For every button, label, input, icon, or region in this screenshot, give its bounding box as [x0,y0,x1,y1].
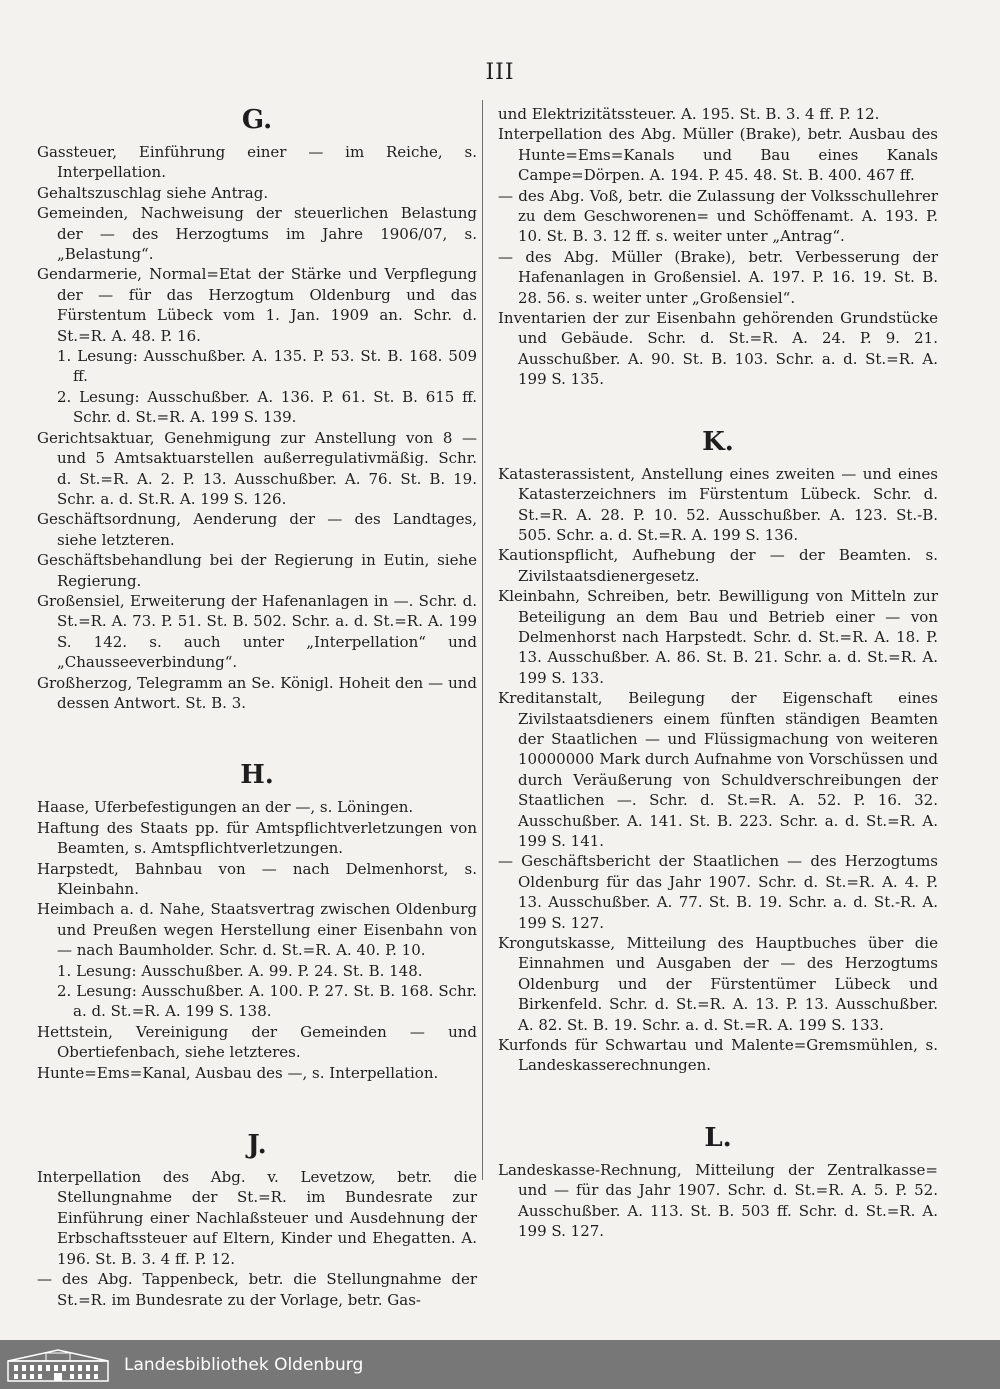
index-entry: Heimbach a. d. Nahe, Staatsvertrag zwischen Oldenburg und Preußen wegen Herstellung einer Eisenbahn von — nach Baumholder. Schr. d. St.=R. A. 40. P. 10. [37,900,477,960]
index-entry: Geschäftsbehandlung bei der Regierung in Eutin, siehe Regierung. [37,551,477,590]
section-j-continued [498,104,938,390]
index-entry: Großensiel, Erweiterung der Hafenanlagen in —. Schr. d. St.=R. A. 73. P. 51. St. B. 502. Schr. a. d. St.=R. A. 199 S. 142. s. auch unter „Interpellation“ und „Chausseeverbindung“. [37,591,477,672]
index-entry: Krongutskasse, Mitteilung des Hauptbuches über die Einnahmen und Ausgaben der — des Herzogtums Oldenburg und der Fürstentümer Lübeck und Birkenfeld. Schr. d. St.=R. A. 13. P. 13. Ausschußber. A. 82. St. B. 19. Schr. a. d. St.=R. A. 199 S. 133. [498,934,938,1034]
right-column [498,104,938,1242]
index-subentry: 2. Lesung: Ausschußber. A. 100. P. 27. St. B. 168. Schr. a. d. St.=R. A. 199 S. 138. [57,982,477,1021]
section-heading-k: K. [702,426,734,457]
section-heading-g: G. [241,105,273,135]
index-entry: Haase, Uferbefestigungen an der —, s. Löningen. [37,798,414,817]
index-entry: Interpellation des Abg. v. Levetzow, betr. die Stellungnahme der St.=R. im Bundesrate zur Einführung einer Nachlaßsteuer und Ausdehnung der Erbschaftssteuer auf Eltern, Kinder und Ehegatten. A. 196. St. B. 3. 4 ff. P. 12. [37,1168,477,1268]
index-entry: Hunte=Ems=Kanal, Ausbau des —, s. Interpellation. [37,1063,439,1082]
index-entry: Haftung des Staats pp. für Amtspflichtverletzungen von Beamten, s. Amtspflichtverletzungen. [37,818,477,858]
index-entry: — des Abg. Tappenbeck, betr. die Stellungnahme der St.=R. im Bundesrate zu der Vorlage, betr. Gas- [37,1270,477,1309]
section-heading-j: J. [247,1130,267,1161]
index-entry: Gerichtsaktuar, Genehmigung zur Anstellung von 8 — und 5 Amtsaktuarstellen außerregulativmäßig. Schr. d. St.=R. A. 2. P. 13. Ausschußber. A. 76. St. B. 19. Schr. a. d. St.R. A. 199 S. 126. [37,428,477,508]
index-subentry: 2. Lesung: Ausschußber. A. 136. P. 61. St. B. 615 ff. Schr. d. St.=R. A. 199 S. 139. [57,387,477,427]
index-entry: Hettstein, Vereinigung der Gemeinden — und Obertiefenbach, siehe letzteres. [37,1022,477,1062]
section-h [37,753,477,1083]
index-entry: — des Abg. Voß, betr. die Zulassung der Volksschullehrer zu dem Geschworenen= und Schöffenamt. A. 193. P. 10. St. B. 3. 12 ff. s. weiter unter „Antrag“. [498,186,938,246]
index-entry: Gassteuer, Einführung einer — im Reiche, s. Interpellation. [37,143,477,182]
section-g [37,98,477,713]
index-subentry: 1. Lesung: Ausschußber. A. 135. P. 53. St. B. 168. 509 ff. [57,347,477,386]
index-entry: Kautionspflicht, Aufhebung der — der Beamten. s. Zivilstaatsdienergesetz. [498,546,938,585]
section-j [37,1123,477,1310]
index-entry: Gemeinden, Nachweisung der steuerlichen Belastung der — des Herzogtums im Jahre 1906/07, s. „Belastung“. [37,204,477,264]
index-entry: Katasterassistent, Anstellung eines zweiten — und eines Katasterzeichners im Fürstentum Lübeck. Schr. d. St.=R. A. 28. P. 10. 52. Ausschußber. A. 123. St.-B. 505. Schr. a. d. St.=R. A. 199 S. 136. [498,464,938,544]
index-entry: Inventarien der zur Eisenbahn gehörenden Grundstücke und Gebäude. Schr. d. St.=R. A. 24. P. 9. 21. Ausschußber. A. 90. St. B. 103. Schr. a. d. St.=R. A. 199 S. 135. [498,309,938,389]
index-entry: Interpellation des Abg. Müller (Brake), betr. Ausbau des Hunte=Ems=Kanals und Bau eines Kanals Campe=Dörpen. A. 194. P. 45. 48. St. B. 400. 467 ff. [498,125,938,185]
index-entry: Landeskasse-Rechnung, Mitteilung der Zentralkasse= und — für das Jahr 1907. Schr. d. St.=R. A. 5. P. 52. Ausschußber. A. 113. St. B. 503 ff. Schr. d. St.=R. A. 199 S. 127. [498,1160,938,1241]
section-k [498,420,938,1076]
section-heading-h: H. [240,760,274,791]
page-number: III [485,60,515,85]
library-name: Landesbibliothek Oldenburg [124,1354,364,1375]
index-entry: Geschäftsordnung, Aenderung der — des Landtages, siehe letzteren. [37,510,477,549]
left-column [37,98,477,1310]
index-entry: Gehaltszuschlag siehe Antrag. [37,183,269,202]
index-entry: Gendarmerie, Normal=Etat der Stärke und Verpflegung der — für das Herzogtum Oldenburg und das Fürstentum Lübeck vom 1. Jan. 1909 an. Schr. d. St.=R. A. 48. P. 16. [37,265,477,345]
index-entry: — Geschäftsbericht der Staatlichen — des Herzogtums Oldenburg für das Jahr 1907. Schr. d. St.=R. A. 4. P. 13. Ausschußber. A. 77. St. B. 19. Schr. a. d. St.-R. A. 199 S. 127. [498,852,938,932]
column-divider [482,100,483,1180]
index-entry: Kreditanstalt, Beilegung der Eigenschaft eines Zivilstaatsdieners einem fünften ständigen Beamten der Staatlichen — und Flüssigmachung von weiteren 10000000 Mark durch Aufnahme von Vorschüssen und durch Veräußerung von Schuldverschreibungen der Staatlichen —. Schr. d. St.=R. A. 52. P. 16. 32. Ausschußber. A. 141. St. B. 223. Schr. a. d. St.=R. A. 199 S. 141. [498,689,938,850]
library-footer [0,1340,1000,1389]
index-entry: Harpstedt, Bahnbau von — nach Delmenhorst, s. Kleinbahn. [37,859,477,898]
index-subentry: 1. Lesung: Ausschußber. A. 99. P. 24. St. B. 148. [57,961,423,980]
library-building-icon [6,1347,110,1383]
index-entry: Großherzog, Telegramm an Se. Königl. Hoheit den — und dessen Antwort. St. B. 3. [37,673,477,712]
section-heading-l: L. [704,1122,732,1153]
index-entry: Kurfonds für Schwartau und Malente=Gremsmühlen, s. Landeskasserechnungen. [498,1036,938,1075]
index-entry: und Elektrizitätssteuer. A. 195. St. B. 3. 4 ff. P. 12. [498,105,880,123]
index-entry: Kleinbahn, Schreiben, betr. Bewilligung von Mitteln zur Beteiligung an dem Bau und Betrieb einer — von Delmenhorst nach Harpstedt. Schr. d. St.=R. A. 18. P. 13. Ausschußber. A. 86. St. B. 21. Schr. a. d. St.=R. A. 199 S. 133. [498,587,938,687]
section-l [498,1116,938,1242]
index-entry: — des Abg. Müller (Brake), betr. Verbesserung der Hafenanlagen in Großensiel. A. 197. P. 16. 19. St. B. 28. 56. s. weiter unter „Großensiel“. [498,247,938,307]
